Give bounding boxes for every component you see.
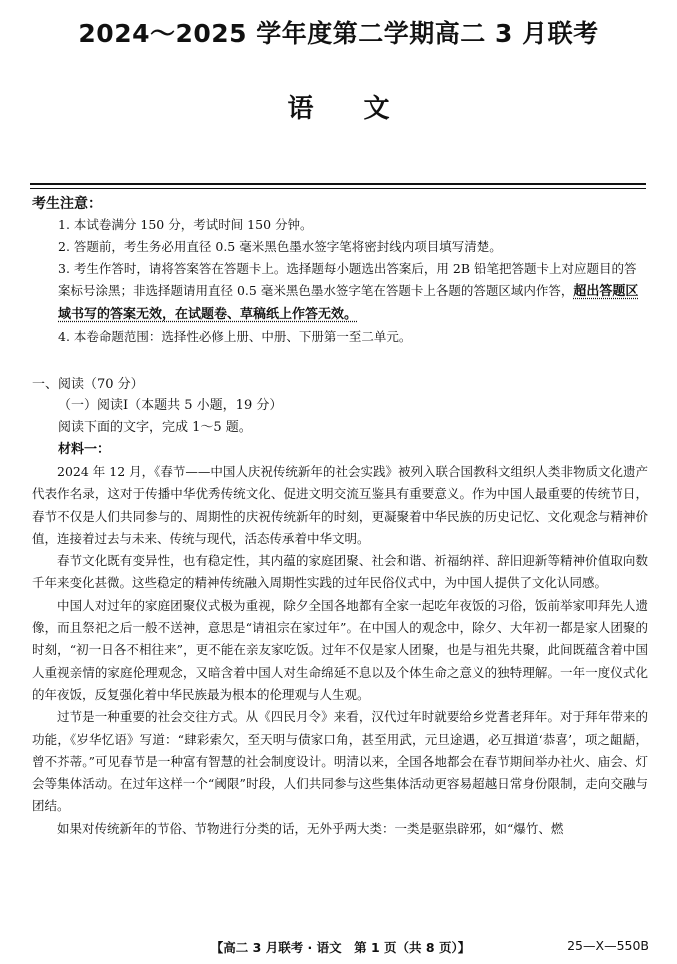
notice-item: [58, 258, 648, 326]
paragraph: 过节是一种重要的社会交往方式。从《四民月令》来看，汉代过年时就要给乡党耆老拜年。对于拜年带来的功能，《岁华忆语》写道：“肆彩索欠，至天明与债家口角，甚至用武，元旦途遇，必互揖道‘恭喜’，项之龃龉，曾不芥蒂。”可见春节是一种富有智慧的社会制度设计。明清以来，全国各地都会在春节期间举办社火、庙会、灯会等集体活动。在过年这样一个“阈限”时段，人们共同参与这些集体活动更容易超越日常身份限制，走向交融与团结。: [32, 709, 648, 814]
notice-item: 4. 本卷命题范围：选择性必修上册、中册、下册第一至二单元。: [58, 329, 412, 344]
exam-title: 2024～2025 学年度第二学期高二 3 月联考: [78, 19, 599, 48]
footer-page-info: 【高二 3 月联考 · 语文 第 1 页（共 8 页）】: [210, 940, 471, 955]
section-subheading: （一）阅读Ⅰ（本题共 5 小题，19 分）: [58, 398, 283, 413]
notice-emphasis: 超出答题区域书写的答案无效，在试题卷、草稿纸上作答无效。: [58, 284, 639, 322]
notice-item: 2. 答题前，考生务必用直径 0.5 毫米黑色墨水签字笔将密封线内项目填写清楚。: [58, 239, 502, 254]
paragraph: 中国人对过年的家庭团聚仪式极为重视，除夕全国各地都有全家一起吃年夜饭的习俗，饭前举家叩拜先人遗像，而且祭祀之后一般不送神，意思是“请祖宗在家过年”。在中国人的观念中，除夕、大年初一都是家人团聚的时刻，“初一日各不相往来”，更不能在亲友家吃饭。过年不仅是家人团聚，也是与祖先共聚，此间既蕴含着中国人重视亲情的家庭伦理观念，又暗含着中国人对生命绵延不息以及个体生命之意义的独特理解。一年一度仪式化的年夜饭，反复强化着中华民族最为根本的伦理观与人生观。: [32, 597, 648, 702]
notice-item: 1. 本试卷满分 150 分，考试时间 150 分钟。: [58, 217, 313, 232]
header-rule-thin: [30, 188, 646, 189]
notice-item-text: 3. 考生作答时，请将答案答在答题卡上。选择题每小题选出答案后，用 2B 铅笔把答题卡上对应题目的答案标号涂黑；非选择题请用直径 0.5 毫米黑色墨水签字笔在答题卡上各题的答题区域内作答，: [58, 261, 637, 298]
paragraph: 春节文化既有变异性，也有稳定性，其内蕴的家庭团聚、社会和谐、祈福纳祥、辞旧迎新等精神价值取向数千年来变化甚微。这些稳定的精神传统融入周期性实践的过年民俗仪式中，为中国人提供了文化认同感。: [32, 553, 648, 591]
footer-code: 25—X—550B: [567, 938, 649, 953]
header-rule-thick: [30, 183, 646, 185]
page-footer: [32, 938, 649, 958]
notice-heading: 考生注意：: [32, 196, 102, 212]
subject-title: 语文: [287, 94, 440, 124]
paragraph: 如果对传统新年的节俗、节物进行分类的话，无外乎两大类：一类是驱祟辟邪，如“爆竹、燃: [57, 820, 564, 836]
section-heading: 一、阅读（70 分）: [32, 377, 144, 392]
notice-list: [58, 214, 648, 348]
reading-instruction: 阅读下面的文字，完成 1～5 题。: [58, 420, 252, 435]
passage: [32, 461, 648, 840]
material-label: 材料一：: [58, 442, 111, 457]
paragraph: 2024 年 12 月，《春节——中国人庆祝传统新年的社会实践》被列入联合国教科文组织人类非物质文化遗产代表作名录，这对于传播中华优秀传统文化、促进文明交流互鉴具有重要意义。作为中国人最重要的传统节日，春节不仅是人们共同参与的、周期性的庆祝传统新年的时刻，更凝聚着中华民族的历史记忆、文化观念与精神价值，连接着过去与未来、传统与现代，活态传承着中华文明。: [32, 464, 648, 546]
